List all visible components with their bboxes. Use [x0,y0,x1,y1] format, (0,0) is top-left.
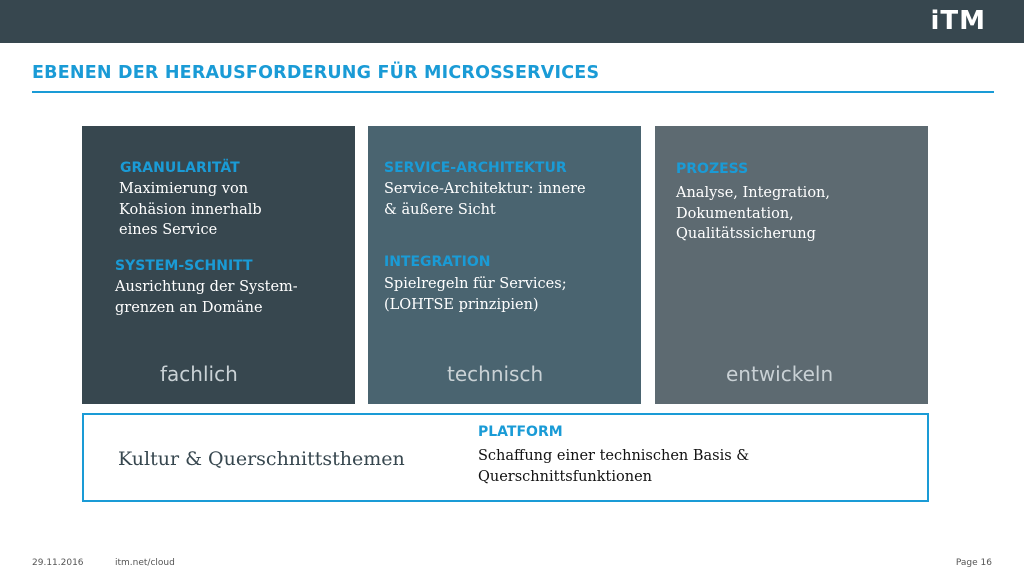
itm-logo: iTM [930,6,986,36]
column-footer-entwickeln: entwickeln [726,362,834,386]
section-heading-granularitaet: GRANULARITÄT [120,160,240,176]
section-heading-prozess: PROZESS [676,161,749,177]
platform-label: Kultur & Querschnittsthemen [118,448,405,470]
title-divider [32,91,994,93]
footer-url: itm.net/cloud [115,558,175,568]
section-text-system-schnitt: Ausrichtung der System- grenzen an Domäne [115,279,298,316]
section-heading-service-architektur: SERVICE-ARCHITEKTUR [384,160,567,176]
footer-page-number: Page 16 [955,558,992,568]
column-fachlich [82,126,355,404]
platform-box [82,413,929,502]
column-entwickeln [655,126,928,404]
section-text-integration: Spielregeln für Services; (LOHTSE prinzipien) [384,276,567,313]
section-text-service-architektur: Service-Architektur: innere & äußere Sicht [384,181,586,218]
section-text-prozess: Analyse, Integration, Dokumentation, Qualitätssicherung [676,185,830,242]
platform-heading: PLATFORM [478,424,563,440]
column-footer-fachlich: fachlich [160,362,238,386]
slide-title: EBENEN DER HERAUSFORDERUNG FÜR MICROSSERVICES [32,63,600,83]
footer-date: 29.11.2016 [32,558,84,568]
platform-text: Schaffung einer technischen Basis & Querschnittsfunktionen [478,448,750,485]
column-technisch [368,126,641,404]
top-bar [0,0,1024,43]
column-footer-technisch: technisch [447,362,544,386]
section-text-granularitaet: Maximierung von Kohäsion innerhalb eines Service [119,181,262,238]
section-heading-system-schnitt: SYSTEM-SCHNITT [115,258,253,274]
section-heading-integration: INTEGRATION [384,254,491,270]
